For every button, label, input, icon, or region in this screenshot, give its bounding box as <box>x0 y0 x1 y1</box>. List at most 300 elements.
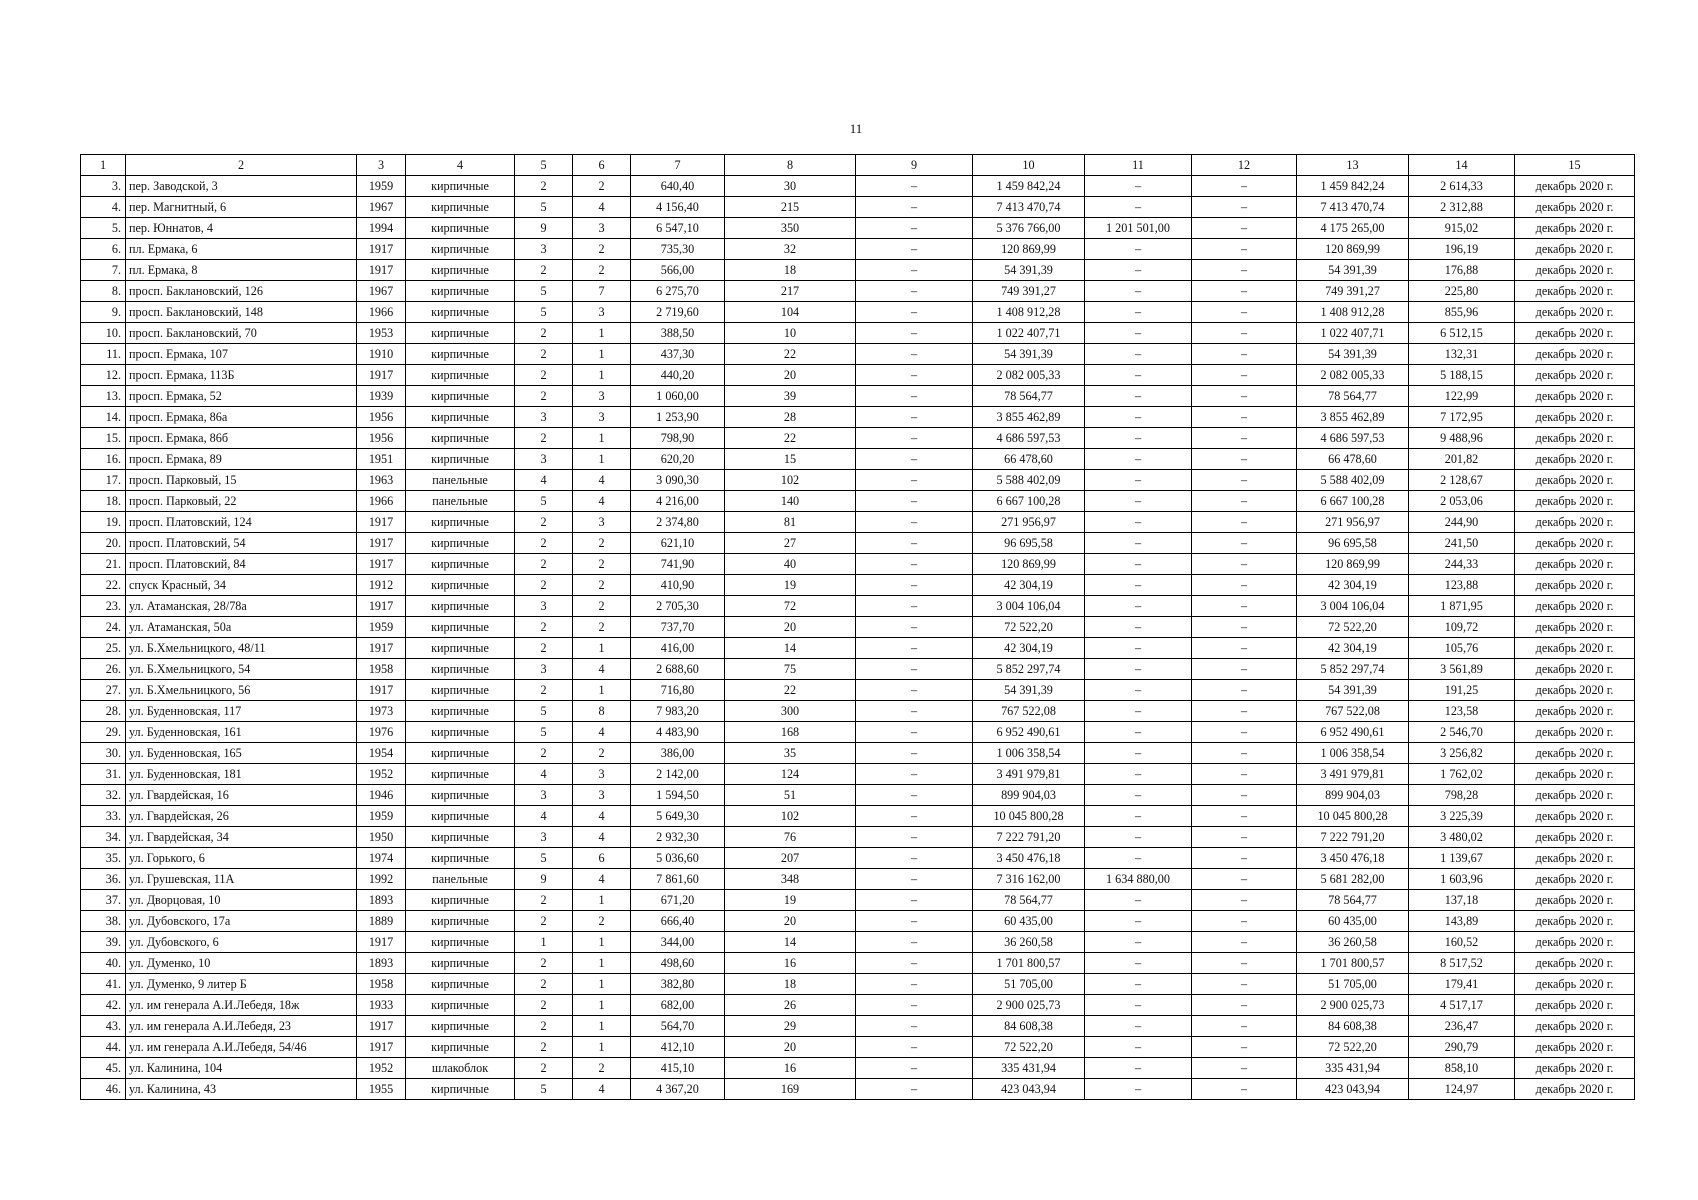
cell-cost-total: 120 869,99 <box>973 554 1085 575</box>
cell-cost-13: 749 391,27 <box>1297 281 1409 302</box>
cell-col-12: – <box>1192 848 1297 869</box>
cell-area: 416,00 <box>631 638 725 659</box>
cell-deadline: декабрь 2020 г. <box>1515 848 1635 869</box>
cell-col-11: – <box>1085 491 1192 512</box>
cell-deadline: декабрь 2020 г. <box>1515 470 1635 491</box>
cell-cost-per-unit: 225,80 <box>1409 281 1515 302</box>
housing-table <box>80 154 1635 1100</box>
cell-year-built: 1963 <box>357 470 406 491</box>
page-number: 11 <box>849 121 863 136</box>
cell-area: 6 275,70 <box>631 281 725 302</box>
cell-residents: 51 <box>725 785 856 806</box>
cell-col-12: – <box>1192 176 1297 197</box>
table-row <box>81 218 1635 239</box>
cell-entrances: 1 <box>573 638 631 659</box>
cell-cost-13: 3 855 462,89 <box>1297 407 1409 428</box>
cell-area: 566,00 <box>631 260 725 281</box>
cell-area: 7 861,60 <box>631 869 725 890</box>
cell-floors: 2 <box>515 512 573 533</box>
cell-entrances: 2 <box>573 596 631 617</box>
cell-row-number: 25. <box>81 638 126 659</box>
cell-entrances: 4 <box>573 869 631 890</box>
cell-wall-material: кирпичные <box>406 848 515 869</box>
cell-wall-material: кирпичные <box>406 785 515 806</box>
cell-cost-total: 36 260,58 <box>973 932 1085 953</box>
cell-col-9: – <box>856 1058 973 1079</box>
cell-deadline: декабрь 2020 г. <box>1515 218 1635 239</box>
cell-col-12: – <box>1192 575 1297 596</box>
cell-deadline: декабрь 2020 г. <box>1515 974 1635 995</box>
cell-floors: 3 <box>515 449 573 470</box>
cell-cost-total: 5 852 297,74 <box>973 659 1085 680</box>
cell-cost-per-unit: 241,50 <box>1409 533 1515 554</box>
cell-entrances: 1 <box>573 890 631 911</box>
cell-cost-per-unit: 105,76 <box>1409 638 1515 659</box>
cell-col-11: – <box>1085 344 1192 365</box>
cell-wall-material: кирпичные <box>406 218 515 239</box>
cell-wall-material: кирпичные <box>406 995 515 1016</box>
cell-col-11: – <box>1085 1016 1192 1037</box>
cell-deadline: декабрь 2020 г. <box>1515 1016 1635 1037</box>
cell-floors: 2 <box>515 533 573 554</box>
cell-year-built: 1917 <box>357 1037 406 1058</box>
cell-cost-13: 5 588 402,09 <box>1297 470 1409 491</box>
cell-cost-per-unit: 5 188,15 <box>1409 365 1515 386</box>
cell-col-12: – <box>1192 764 1297 785</box>
cell-year-built: 1917 <box>357 638 406 659</box>
cell-floors: 2 <box>515 974 573 995</box>
cell-col-9: – <box>856 470 973 491</box>
cell-row-number: 30. <box>81 743 126 764</box>
cell-deadline: декабрь 2020 г. <box>1515 953 1635 974</box>
table-row <box>81 596 1635 617</box>
cell-cost-total: 5 588 402,09 <box>973 470 1085 491</box>
cell-area: 4 156,40 <box>631 197 725 218</box>
column-header: 1 <box>81 155 126 176</box>
cell-deadline: декабрь 2020 г. <box>1515 386 1635 407</box>
cell-area: 412,10 <box>631 1037 725 1058</box>
cell-deadline: декабрь 2020 г. <box>1515 428 1635 449</box>
cell-col-9: – <box>856 218 973 239</box>
cell-row-number: 40. <box>81 953 126 974</box>
cell-cost-per-unit: 290,79 <box>1409 1037 1515 1058</box>
cell-cost-total: 54 391,39 <box>973 260 1085 281</box>
cell-residents: 16 <box>725 953 856 974</box>
cell-col-9: – <box>856 1016 973 1037</box>
cell-floors: 1 <box>515 932 573 953</box>
cell-entrances: 1 <box>573 995 631 1016</box>
cell-year-built: 1973 <box>357 701 406 722</box>
cell-col-9: – <box>856 596 973 617</box>
cell-residents: 102 <box>725 806 856 827</box>
cell-row-number: 21. <box>81 554 126 575</box>
cell-col-11: – <box>1085 932 1192 953</box>
cell-row-number: 6. <box>81 239 126 260</box>
table-row <box>81 806 1635 827</box>
cell-row-number: 38. <box>81 911 126 932</box>
cell-residents: 30 <box>725 176 856 197</box>
cell-row-number: 24. <box>81 617 126 638</box>
cell-col-12: – <box>1192 386 1297 407</box>
cell-row-number: 7. <box>81 260 126 281</box>
cell-address: ул. им генерала А.И.Лебедя, 23 <box>126 1016 357 1037</box>
cell-floors: 5 <box>515 848 573 869</box>
cell-cost-per-unit: 2 614,33 <box>1409 176 1515 197</box>
cell-deadline: декабрь 2020 г. <box>1515 995 1635 1016</box>
cell-row-number: 31. <box>81 764 126 785</box>
cell-cost-total: 84 608,38 <box>973 1016 1085 1037</box>
cell-cost-total: 7 413 470,74 <box>973 197 1085 218</box>
table-row <box>81 680 1635 701</box>
cell-residents: 22 <box>725 344 856 365</box>
cell-cost-total: 54 391,39 <box>973 344 1085 365</box>
cell-residents: 22 <box>725 680 856 701</box>
cell-cost-total: 271 956,97 <box>973 512 1085 533</box>
cell-cost-total: 7 222 791,20 <box>973 827 1085 848</box>
cell-cost-per-unit: 798,28 <box>1409 785 1515 806</box>
cell-residents: 28 <box>725 407 856 428</box>
column-header: 6 <box>573 155 631 176</box>
cell-wall-material: панельные <box>406 869 515 890</box>
cell-address: ул. Буденновская, 165 <box>126 743 357 764</box>
cell-residents: 300 <box>725 701 856 722</box>
cell-year-built: 1889 <box>357 911 406 932</box>
table-row <box>81 953 1635 974</box>
cell-col-11: – <box>1085 722 1192 743</box>
cell-wall-material: кирпичные <box>406 827 515 848</box>
cell-floors: 2 <box>515 344 573 365</box>
cell-residents: 215 <box>725 197 856 218</box>
cell-row-number: 10. <box>81 323 126 344</box>
cell-col-9: – <box>856 848 973 869</box>
cell-cost-total: 5 376 766,00 <box>973 218 1085 239</box>
cell-cost-total: 749 391,27 <box>973 281 1085 302</box>
cell-floors: 2 <box>515 1037 573 1058</box>
cell-cost-per-unit: 176,88 <box>1409 260 1515 281</box>
cell-residents: 22 <box>725 428 856 449</box>
cell-col-9: – <box>856 365 973 386</box>
cell-entrances: 3 <box>573 302 631 323</box>
housing-table-container <box>80 154 1635 1100</box>
cell-floors: 9 <box>515 218 573 239</box>
cell-residents: 26 <box>725 995 856 1016</box>
cell-col-9: – <box>856 554 973 575</box>
cell-col-11: – <box>1085 197 1192 218</box>
cell-col-12: – <box>1192 932 1297 953</box>
table-row <box>81 176 1635 197</box>
cell-cost-per-unit: 179,41 <box>1409 974 1515 995</box>
cell-address: пл. Ермака, 8 <box>126 260 357 281</box>
cell-address: пл. Ермака, 6 <box>126 239 357 260</box>
cell-cost-13: 60 435,00 <box>1297 911 1409 932</box>
cell-entrances: 4 <box>573 491 631 512</box>
cell-residents: 140 <box>725 491 856 512</box>
table-row <box>81 302 1635 323</box>
cell-col-12: – <box>1192 1058 1297 1079</box>
cell-col-12: – <box>1192 995 1297 1016</box>
cell-row-number: 34. <box>81 827 126 848</box>
cell-address: ул. Дубовского, 6 <box>126 932 357 953</box>
cell-col-9: – <box>856 911 973 932</box>
cell-cost-per-unit: 137,18 <box>1409 890 1515 911</box>
cell-cost-13: 5 681 282,00 <box>1297 869 1409 890</box>
cell-cost-per-unit: 2 546,70 <box>1409 722 1515 743</box>
cell-cost-per-unit: 123,58 <box>1409 701 1515 722</box>
cell-wall-material: кирпичные <box>406 575 515 596</box>
cell-address: ул. Б.Хмельницкого, 56 <box>126 680 357 701</box>
cell-col-9: – <box>856 638 973 659</box>
cell-cost-13: 72 522,20 <box>1297 1037 1409 1058</box>
cell-wall-material: кирпичные <box>406 512 515 533</box>
cell-residents: 207 <box>725 848 856 869</box>
cell-col-9: – <box>856 890 973 911</box>
cell-cost-per-unit: 244,90 <box>1409 512 1515 533</box>
cell-entrances: 2 <box>573 617 631 638</box>
cell-deadline: декабрь 2020 г. <box>1515 701 1635 722</box>
cell-cost-total: 78 564,77 <box>973 386 1085 407</box>
cell-residents: 18 <box>725 974 856 995</box>
cell-area: 6 547,10 <box>631 218 725 239</box>
column-header: 10 <box>973 155 1085 176</box>
cell-area: 640,40 <box>631 176 725 197</box>
cell-entrances: 1 <box>573 323 631 344</box>
cell-row-number: 18. <box>81 491 126 512</box>
cell-row-number: 46. <box>81 1079 126 1100</box>
cell-cost-13: 7 413 470,74 <box>1297 197 1409 218</box>
cell-col-11: – <box>1085 260 1192 281</box>
cell-col-11: – <box>1085 638 1192 659</box>
table-row <box>81 1058 1635 1079</box>
cell-year-built: 1951 <box>357 449 406 470</box>
cell-year-built: 1917 <box>357 533 406 554</box>
cell-wall-material: шлакоблок <box>406 1058 515 1079</box>
cell-cost-13: 51 705,00 <box>1297 974 1409 995</box>
cell-col-9: – <box>856 344 973 365</box>
cell-floors: 5 <box>515 722 573 743</box>
cell-entrances: 3 <box>573 512 631 533</box>
cell-area: 410,90 <box>631 575 725 596</box>
cell-floors: 2 <box>515 575 573 596</box>
cell-cost-total: 3 491 979,81 <box>973 764 1085 785</box>
cell-wall-material: кирпичные <box>406 638 515 659</box>
cell-col-11: – <box>1085 995 1192 1016</box>
cell-col-11: – <box>1085 659 1192 680</box>
cell-row-number: 35. <box>81 848 126 869</box>
cell-cost-13: 36 260,58 <box>1297 932 1409 953</box>
cell-col-11: – <box>1085 848 1192 869</box>
cell-cost-total: 3 450 476,18 <box>973 848 1085 869</box>
cell-floors: 9 <box>515 869 573 890</box>
cell-cost-per-unit: 109,72 <box>1409 617 1515 638</box>
cell-area: 415,10 <box>631 1058 725 1079</box>
cell-col-11: 1 634 880,00 <box>1085 869 1192 890</box>
cell-entrances: 1 <box>573 953 631 974</box>
cell-cost-total: 767 522,08 <box>973 701 1085 722</box>
cell-address: просп. Парковый, 15 <box>126 470 357 491</box>
cell-wall-material: кирпичные <box>406 176 515 197</box>
cell-wall-material: кирпичные <box>406 953 515 974</box>
table-row <box>81 512 1635 533</box>
table-row <box>81 764 1635 785</box>
cell-col-9: – <box>856 617 973 638</box>
table-row <box>81 533 1635 554</box>
cell-cost-13: 1 701 800,57 <box>1297 953 1409 974</box>
cell-wall-material: кирпичные <box>406 596 515 617</box>
cell-area: 735,30 <box>631 239 725 260</box>
cell-cost-per-unit: 244,33 <box>1409 554 1515 575</box>
cell-cost-total: 2 082 005,33 <box>973 365 1085 386</box>
cell-col-11: – <box>1085 365 1192 386</box>
table-row <box>81 827 1635 848</box>
cell-cost-total: 10 045 800,28 <box>973 806 1085 827</box>
cell-cost-total: 1 459 842,24 <box>973 176 1085 197</box>
cell-address: ул. Горького, 6 <box>126 848 357 869</box>
cell-year-built: 1953 <box>357 323 406 344</box>
cell-floors: 2 <box>515 743 573 764</box>
cell-col-12: – <box>1192 260 1297 281</box>
cell-col-11: – <box>1085 680 1192 701</box>
cell-year-built: 1917 <box>357 260 406 281</box>
cell-cost-total: 1 701 800,57 <box>973 953 1085 974</box>
cell-col-11: – <box>1085 806 1192 827</box>
cell-cost-total: 78 564,77 <box>973 890 1085 911</box>
cell-col-11: – <box>1085 239 1192 260</box>
cell-col-12: – <box>1192 827 1297 848</box>
cell-residents: 40 <box>725 554 856 575</box>
cell-floors: 3 <box>515 785 573 806</box>
cell-col-9: – <box>856 869 973 890</box>
cell-deadline: декабрь 2020 г. <box>1515 344 1635 365</box>
cell-cost-per-unit: 196,19 <box>1409 239 1515 260</box>
cell-floors: 2 <box>515 323 573 344</box>
cell-cost-total: 42 304,19 <box>973 638 1085 659</box>
cell-address: ул. Гвардейская, 16 <box>126 785 357 806</box>
cell-col-9: – <box>856 680 973 701</box>
cell-deadline: декабрь 2020 г. <box>1515 1037 1635 1058</box>
cell-area: 498,60 <box>631 953 725 974</box>
cell-area: 564,70 <box>631 1016 725 1037</box>
cell-cost-total: 335 431,94 <box>973 1058 1085 1079</box>
cell-entrances: 1 <box>573 428 631 449</box>
cell-entrances: 2 <box>573 575 631 596</box>
cell-wall-material: кирпичные <box>406 974 515 995</box>
cell-col-11: – <box>1085 827 1192 848</box>
cell-cost-13: 1 022 407,71 <box>1297 323 1409 344</box>
cell-area: 4 483,90 <box>631 722 725 743</box>
cell-wall-material: кирпичные <box>406 911 515 932</box>
cell-cost-13: 120 869,99 <box>1297 239 1409 260</box>
cell-wall-material: кирпичные <box>406 323 515 344</box>
cell-floors: 5 <box>515 1079 573 1100</box>
cell-cost-per-unit: 855,96 <box>1409 302 1515 323</box>
cell-cost-total: 1 006 358,54 <box>973 743 1085 764</box>
cell-address: пер. Юннатов, 4 <box>126 218 357 239</box>
cell-cost-per-unit: 201,82 <box>1409 449 1515 470</box>
cell-address: просп. Платовский, 84 <box>126 554 357 575</box>
table-row <box>81 701 1635 722</box>
table-row <box>81 407 1635 428</box>
cell-row-number: 44. <box>81 1037 126 1058</box>
cell-floors: 2 <box>515 638 573 659</box>
cell-col-11: – <box>1085 533 1192 554</box>
cell-deadline: декабрь 2020 г. <box>1515 617 1635 638</box>
table-row <box>81 869 1635 890</box>
cell-deadline: декабрь 2020 г. <box>1515 1058 1635 1079</box>
cell-year-built: 1955 <box>357 1079 406 1100</box>
cell-floors: 2 <box>515 1058 573 1079</box>
cell-floors: 5 <box>515 491 573 512</box>
cell-wall-material: кирпичные <box>406 680 515 701</box>
cell-year-built: 1966 <box>357 302 406 323</box>
cell-cost-per-unit: 8 517,52 <box>1409 953 1515 974</box>
cell-cost-13: 2 900 025,73 <box>1297 995 1409 1016</box>
cell-row-number: 28. <box>81 701 126 722</box>
cell-year-built: 1958 <box>357 659 406 680</box>
cell-row-number: 16. <box>81 449 126 470</box>
cell-cost-13: 54 391,39 <box>1297 344 1409 365</box>
cell-address: ул. Б.Хмельницкого, 48/11 <box>126 638 357 659</box>
table-row <box>81 848 1635 869</box>
cell-residents: 348 <box>725 869 856 890</box>
cell-cost-total: 7 316 162,00 <box>973 869 1085 890</box>
cell-col-11: – <box>1085 449 1192 470</box>
cell-row-number: 14. <box>81 407 126 428</box>
cell-deadline: декабрь 2020 г. <box>1515 596 1635 617</box>
cell-cost-13: 1 408 912,28 <box>1297 302 1409 323</box>
cell-area: 3 090,30 <box>631 470 725 491</box>
cell-row-number: 23. <box>81 596 126 617</box>
cell-area: 682,00 <box>631 995 725 1016</box>
cell-col-9: – <box>856 953 973 974</box>
cell-cost-13: 7 222 791,20 <box>1297 827 1409 848</box>
cell-wall-material: кирпичные <box>406 722 515 743</box>
cell-col-9: – <box>856 743 973 764</box>
cell-cost-total: 96 695,58 <box>973 533 1085 554</box>
cell-residents: 20 <box>725 365 856 386</box>
cell-entrances: 4 <box>573 722 631 743</box>
cell-deadline: декабрь 2020 г. <box>1515 659 1635 680</box>
cell-year-built: 1917 <box>357 596 406 617</box>
cell-floors: 4 <box>515 764 573 785</box>
cell-col-12: – <box>1192 449 1297 470</box>
cell-deadline: декабрь 2020 г. <box>1515 491 1635 512</box>
cell-address: ул. Атаманская, 50а <box>126 617 357 638</box>
cell-row-number: 13. <box>81 386 126 407</box>
cell-cost-per-unit: 3 225,39 <box>1409 806 1515 827</box>
cell-col-12: – <box>1192 1037 1297 1058</box>
cell-deadline: декабрь 2020 г. <box>1515 260 1635 281</box>
cell-area: 2 705,30 <box>631 596 725 617</box>
cell-cost-13: 423 043,94 <box>1297 1079 1409 1100</box>
cell-cost-total: 51 705,00 <box>973 974 1085 995</box>
cell-cost-13: 42 304,19 <box>1297 575 1409 596</box>
cell-residents: 14 <box>725 932 856 953</box>
cell-col-12: – <box>1192 890 1297 911</box>
cell-entrances: 4 <box>573 197 631 218</box>
cell-wall-material: кирпичные <box>406 407 515 428</box>
cell-col-11: – <box>1085 386 1192 407</box>
cell-entrances: 2 <box>573 176 631 197</box>
cell-cost-total: 6 952 490,61 <box>973 722 1085 743</box>
cell-year-built: 1952 <box>357 764 406 785</box>
cell-deadline: декабрь 2020 г. <box>1515 827 1635 848</box>
cell-col-11: – <box>1085 470 1192 491</box>
cell-col-9: – <box>856 575 973 596</box>
cell-wall-material: панельные <box>406 470 515 491</box>
cell-deadline: декабрь 2020 г. <box>1515 680 1635 701</box>
cell-cost-13: 54 391,39 <box>1297 680 1409 701</box>
cell-wall-material: кирпичные <box>406 743 515 764</box>
